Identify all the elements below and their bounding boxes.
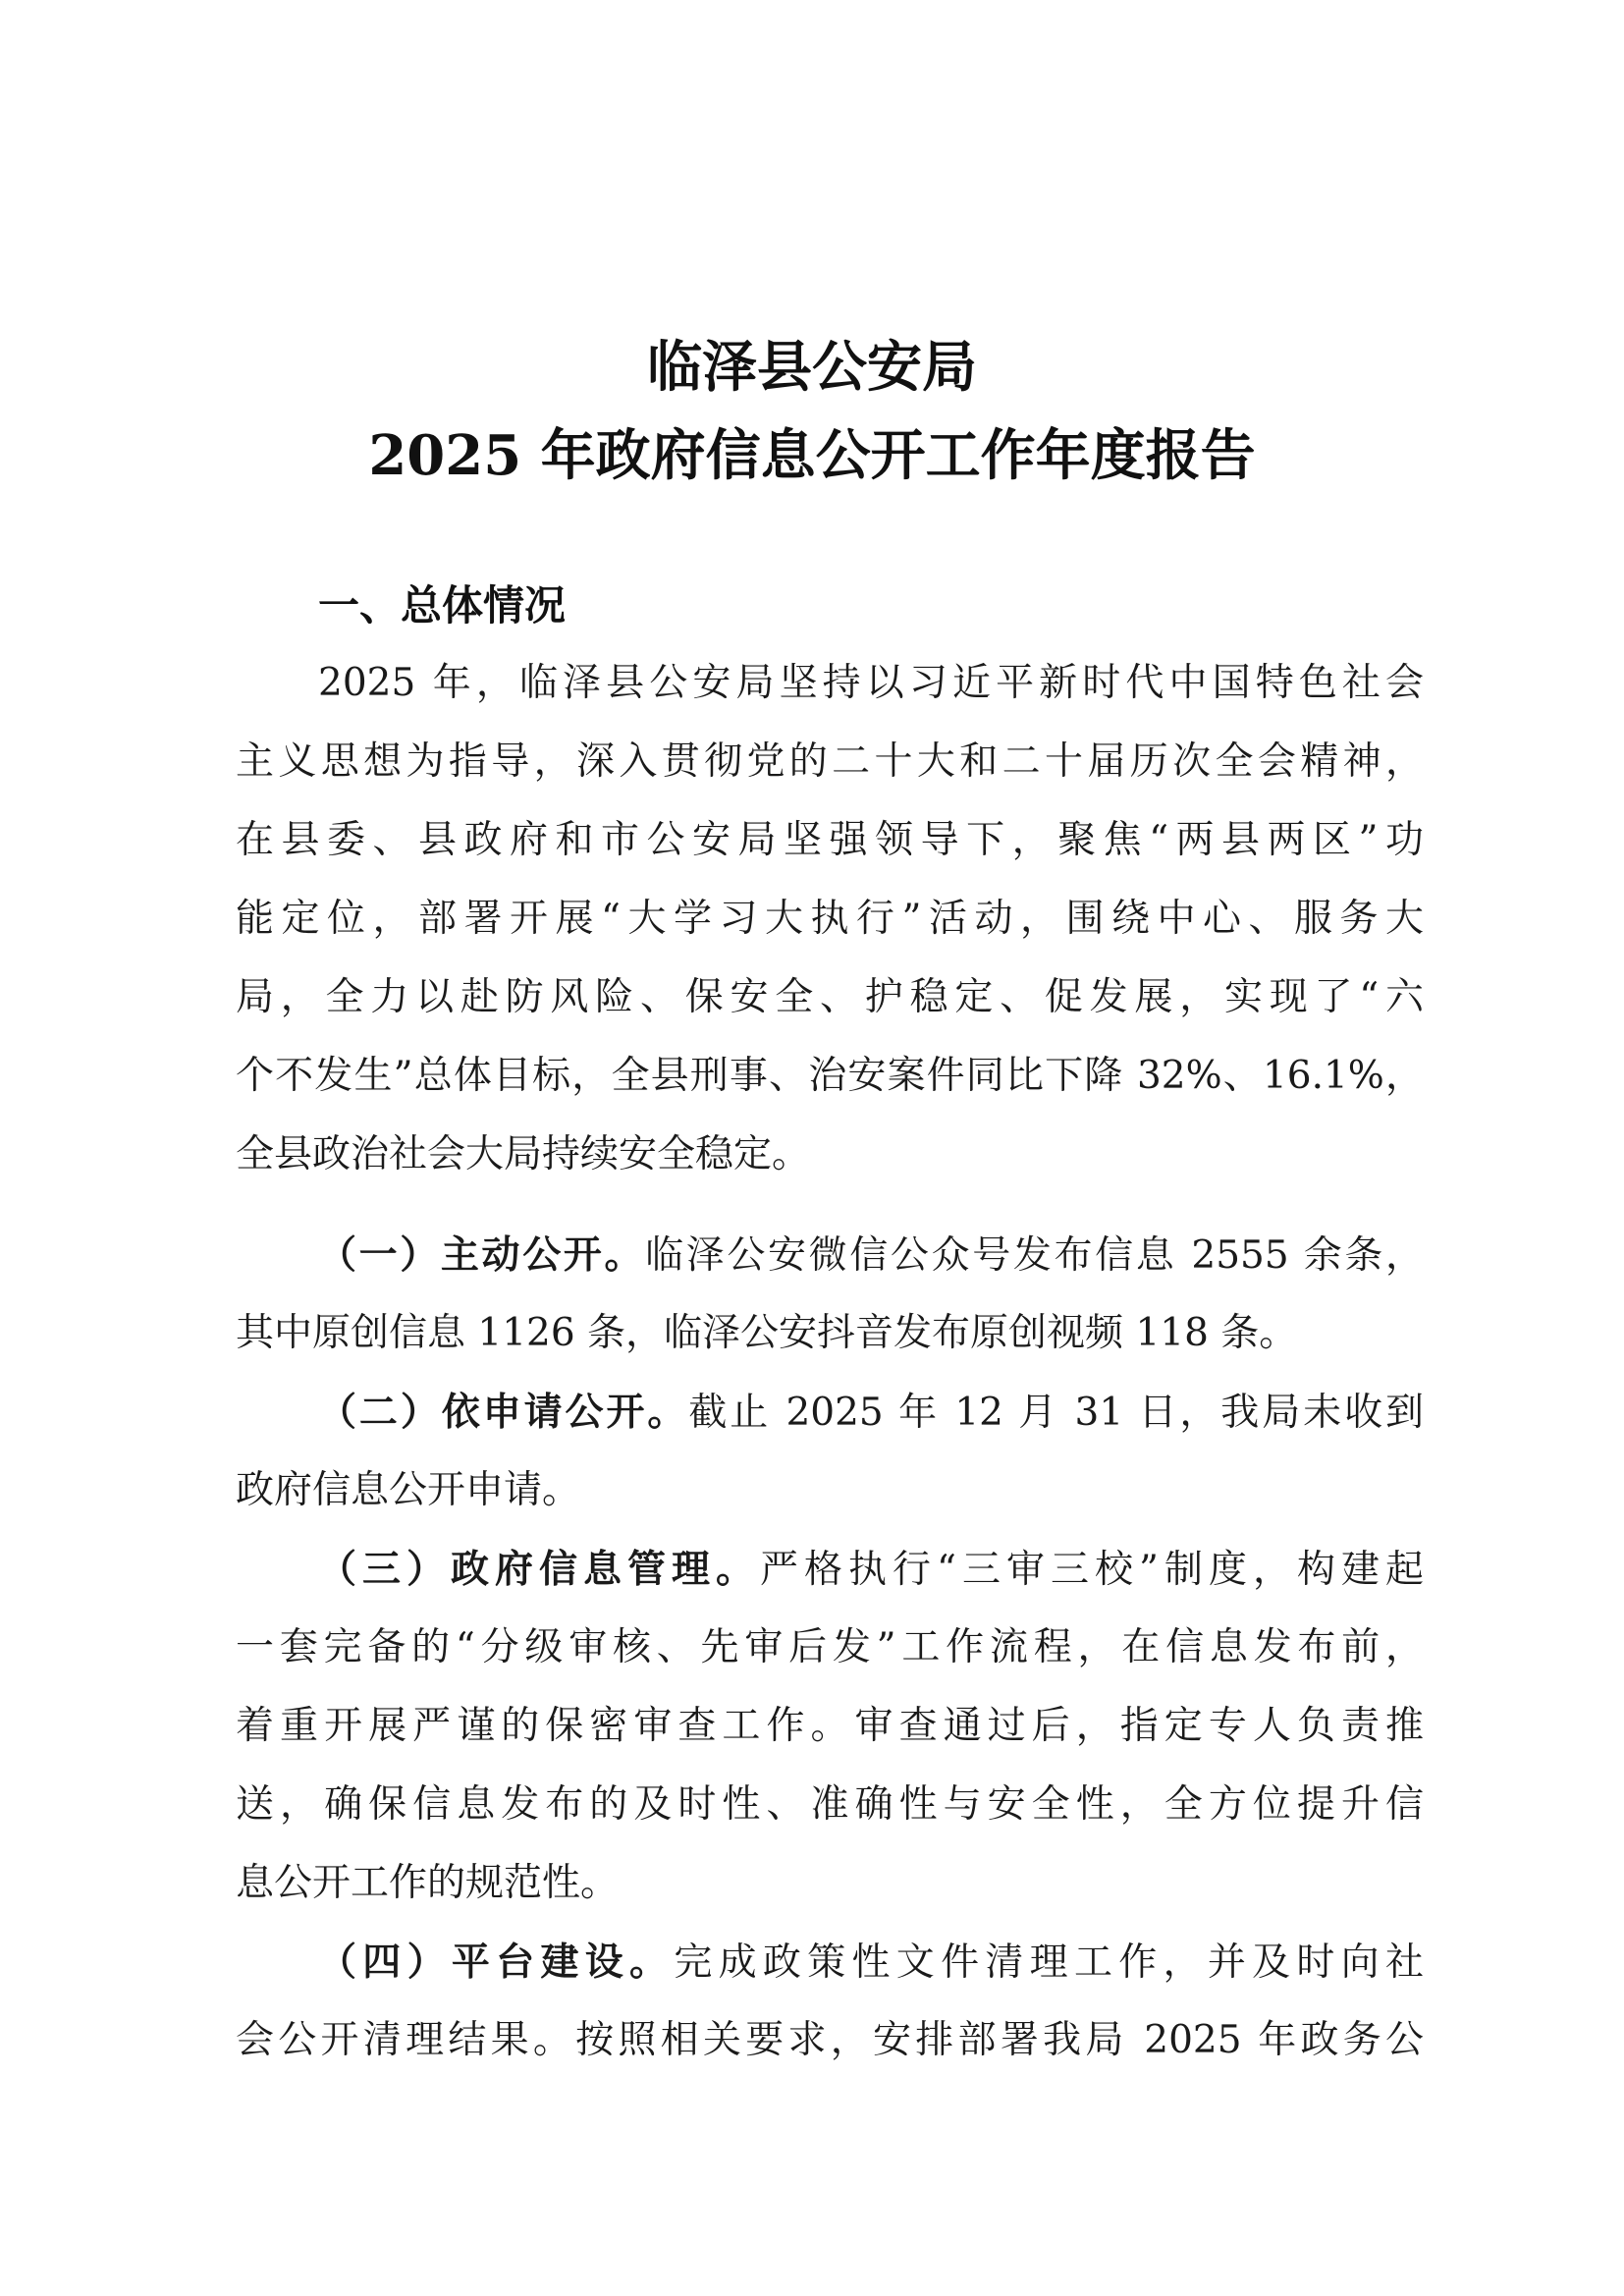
item-first-line: [236, 1530, 1424, 1609]
item-text: 严格执行“三审三校”制度，构建起: [760, 1548, 1424, 1592]
item-first-line: [236, 1923, 1424, 2001]
item-lead: （二）依申请公开。: [318, 1390, 689, 1435]
paragraph-line: 送，确保信息发布的及时性、准确性与安全性，全方位提升信: [236, 1782, 1424, 1827]
intro-paragraph: [236, 644, 1424, 1194]
paragraph-line: 着重开展严谨的保密审查工作。审查通过后，指定专人负责推: [236, 1704, 1424, 1748]
title-line-2: 2025 年政府信息公开工作年度报告: [368, 423, 1256, 488]
paragraph-line: 其中原创信息 1126 条，临泽公安抖音发布原创视频 118 条。: [236, 1311, 1298, 1355]
paragraph-line: 主义思想为指导，深入贯彻党的二十大和二十届历次全会精神，: [236, 739, 1424, 784]
item-lead: （三）政府信息管理。: [318, 1547, 761, 1592]
item-information-management: [236, 1530, 1424, 1923]
item-platform-construction: [236, 1923, 1424, 2080]
item-application-disclosure: [236, 1373, 1424, 1530]
paragraph-line: 在县委、县政府和市公安局坚强领导下，聚焦“两县两区”功: [236, 818, 1424, 862]
item-lead: （一）主动公开。: [318, 1232, 646, 1278]
paragraph-line: 会公开清理结果。按照相关要求，安排部署我局 2025 年政务公: [236, 2018, 1424, 2062]
paragraph-line: 局，全力以赴防风险、保安全、护稳定、促发展，实现了“六: [236, 975, 1424, 1019]
item-text: 临泽公安微信公众号发布信息 2555 余条，: [645, 1233, 1424, 1278]
item-text: 完成政策性文件清理工作，并及时向社: [674, 1941, 1424, 1985]
item-first-line: [236, 1373, 1424, 1451]
paragraph-line: 个不发生”总体目标，全县刑事、治安案件同比下降 32%、16.1%，: [236, 1054, 1424, 1098]
paragraph-line: 一套完备的“分级审核、先审后发”工作流程，在信息发布前，: [236, 1625, 1424, 1669]
item-first-line: [236, 1216, 1424, 1294]
paragraph-line: 政府信息公开申请。: [236, 1468, 581, 1512]
paragraph-line: 能定位，部署开展“大学习大执行”活动，围绕中心、服务大: [236, 897, 1424, 941]
paragraph-line: 息公开工作的规范性。: [236, 1861, 620, 1905]
item-active-disclosure: [236, 1216, 1424, 1373]
item-text: 截止 2025 年 12 月 31 日，我局未收到: [688, 1391, 1424, 1435]
paragraph-line: 全县政治社会大局持续安全稳定。: [236, 1132, 811, 1176]
item-lead: （四）平台建设。: [318, 1940, 675, 1985]
title-line-1: 临泽县公安局: [647, 335, 977, 400]
paragraph-line: 2025 年，临泽县公安局坚持以习近平新时代中国特色社会: [318, 661, 1424, 705]
section-heading: 一、总体情况: [318, 581, 567, 629]
